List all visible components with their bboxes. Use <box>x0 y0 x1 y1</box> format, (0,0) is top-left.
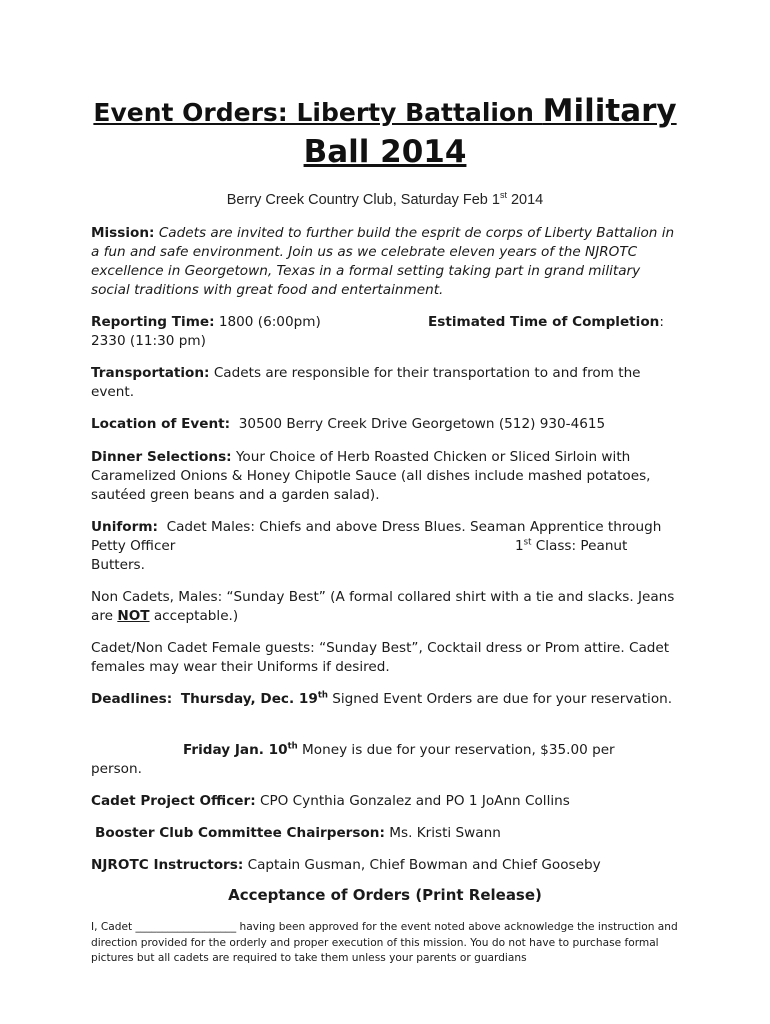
uniform-line-3: Butters. <box>91 557 145 573</box>
deadlines-label: Deadlines: <box>91 691 173 707</box>
transportation-text: Cadets are responsible for their transportation to and from the event. <box>91 365 641 400</box>
deadline-2-paragraph <box>91 741 681 779</box>
deadline-date-2-sup: th <box>287 741 298 752</box>
uniform-class <box>515 537 627 556</box>
estimated-completion-label: Estimated Time of Completion <box>428 314 660 330</box>
mission-paragraph <box>91 224 681 300</box>
project-officer-text: CPO Cynthia Gonzalez and PO 1 JoAnn Collins <box>259 793 570 809</box>
noncadet-males-text: Non Cadets, Males: “Sunday Best” (A formal collared shirt with a tie and slacks. Jeans are <box>91 589 675 624</box>
venue-year: 2014 <box>506 191 544 208</box>
booster-label: Booster Club Committee Chairperson: <box>95 825 385 841</box>
deadline-text-2: Money is due for your reservation, $35.00 per <box>297 742 615 758</box>
uniform-class-sup: st <box>523 537 532 548</box>
deadline-text-1: Signed Event Orders are due for your reservation. <box>327 691 673 707</box>
mission-text: Cadets are invited to further build the esprit de corps of Liberty Battalion in a fun and safe environment. Join us as we celebrate eleven years of the NJROTC excellence in Georgetown, Texas in a formal setting taking part in grand military social traditions with great food and entertainment. <box>91 225 675 298</box>
transportation-paragraph <box>91 364 681 402</box>
instructors-paragraph <box>91 856 681 875</box>
uniform-paragraph <box>91 518 681 575</box>
deadlines-paragraph <box>91 690 681 709</box>
estimated-completion-colon: : <box>659 314 664 330</box>
deadline-text-2b: person. <box>91 761 142 777</box>
venue-text: Berry Creek Country Club, Saturday Feb 1 <box>226 191 500 208</box>
deadline-date-1: Thursday, Dec. 19 <box>180 691 318 707</box>
deadline-date-1-sup: th <box>317 690 328 701</box>
dinner-text: Your Choice of Herb Roasted Chicken or Sliced Sirloin with Caramelized Onions & Honey Chipotle Sauce (all dishes include mashed potatoes, sautéed green beans and a garden salad). <box>91 449 651 503</box>
booster-paragraph <box>95 824 685 843</box>
acceptance-text: I, Cadet ___________________ having been approved for the event noted above acknowledge the instruction and direction provided for the orderly and proper execution of this mission. You do not have to purchase formal pictures but all cadets are required to take them unless your parents or guardians <box>91 921 678 964</box>
instructors-label: NJROTC Instructors: <box>91 857 244 873</box>
reporting-label: Reporting Time: <box>91 314 215 330</box>
project-officer-label: Cadet Project Officer: <box>91 793 256 809</box>
title-line-1 <box>0 93 770 129</box>
booster-text: Ms. Kristi Swann <box>389 825 501 841</box>
deadline-date-2: Friday Jan. 10 <box>183 742 288 758</box>
location-label: Location of Event: <box>91 416 231 432</box>
acceptance-heading: Acceptance of Orders (Print Release) <box>228 886 542 904</box>
location-text: 30500 Berry Creek Drive Georgetown (512) 930-4615 <box>238 416 606 432</box>
title-line-2: Ball 2014 <box>303 134 467 170</box>
title-part-2: Military <box>542 93 677 129</box>
uniform-text: Cadet Males: Chiefs and above Dress Blues. Seaman Apprentice through Petty Officer <box>91 519 662 554</box>
not-emphasis: NOT <box>117 608 150 624</box>
instructors-text: Captain Gusman, Chief Bowman and Chief Gooseby <box>247 857 601 873</box>
noncadet-males-paragraph <box>91 588 681 626</box>
reporting-paragraph <box>91 313 681 351</box>
title-part-1: Event Orders: Liberty Battalion <box>93 98 543 127</box>
uniform-class-number: 1 <box>515 538 524 554</box>
noncadet-males-text-end: acceptable.) <box>149 608 239 624</box>
project-officer-paragraph <box>91 792 681 811</box>
female-guests-paragraph: Cadet/Non Cadet Female guests: “Sunday Best”, Cocktail dress or Prom attire. Cadet females may wear their Uniforms if desired. <box>91 640 670 675</box>
location-paragraph <box>91 415 681 434</box>
uniform-class-text: Class: Peanut <box>531 538 628 554</box>
venue-sup: st <box>499 190 507 200</box>
mission-label: Mission: <box>91 225 155 241</box>
transportation-label: Transportation: <box>91 365 210 381</box>
reporting-value: 1800 (6:00pm) <box>218 314 321 330</box>
estimated-completion-value: 2330 (11:30 pm) <box>91 333 206 349</box>
uniform-label: Uniform: <box>91 519 158 535</box>
estimated-completion <box>428 313 664 332</box>
venue-line <box>0 190 770 208</box>
dinner-label: Dinner Selections: <box>91 449 232 465</box>
dinner-paragraph <box>91 448 681 505</box>
